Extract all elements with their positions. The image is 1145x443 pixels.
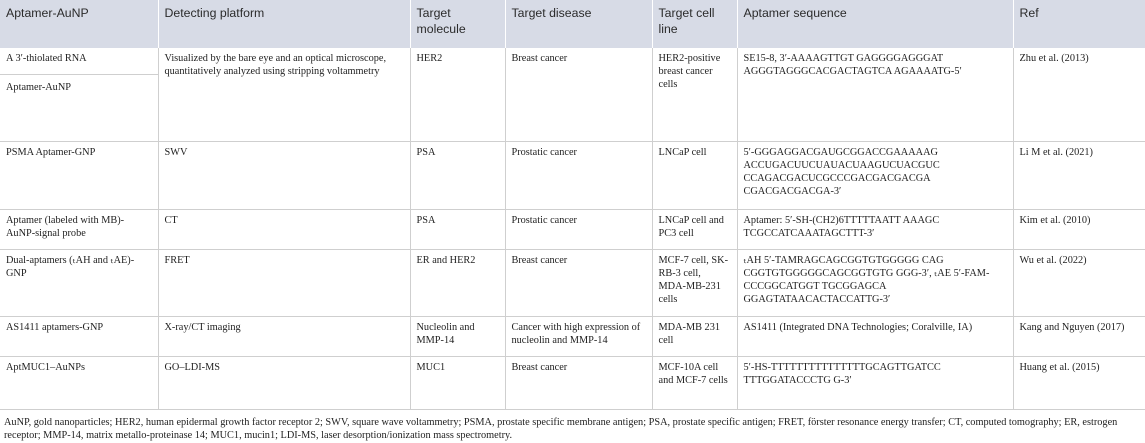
cell-cell-line: MCF-10A cell and MCF-7 cells	[652, 356, 737, 409]
header-target-cell-line: Target cell line	[652, 0, 737, 48]
cell-ref: Huang et al. (2015)	[1013, 356, 1145, 409]
cell-ref: Zhu et al. (2013)	[1013, 48, 1145, 141]
table-row	[0, 249, 1145, 316]
cell-platform: SWV	[158, 141, 410, 209]
cell-disease: Prostatic cancer	[505, 209, 652, 249]
cell-cell-line: LNCaP cell	[652, 141, 737, 209]
cell-platform: GO–LDI-MS	[158, 356, 410, 409]
header-target-molecule: Target molecule	[410, 0, 505, 48]
header-target-disease: Target disease	[505, 0, 652, 48]
cell-aptamer: AS1411 aptamers-GNP	[0, 316, 158, 356]
cell-sequence: ₜAH 5′-TAMRAGCAGCGGTGTGGGGG CAG CGGTGTGGGGGCAGCGGTGTG GGG-3′, ₜAE 5′-FAM-CCCGGCATGGT TGCGGAGCA GGAGTATAACACTACCATTG-3′	[737, 249, 1013, 316]
cell-aptamer: Aptamer (labeled with MB)-AuNP-signal probe	[0, 209, 158, 249]
cell-aptamer	[0, 48, 158, 141]
cell-platform: Visualized by the bare eye and an optical microscope, quantitatively analyzed using stripping voltammetry	[158, 48, 410, 141]
table-row	[0, 356, 1145, 409]
cell-cell-line: MDA-MB 231 cell	[652, 316, 737, 356]
cell-ref: Kang and Nguyen (2017)	[1013, 316, 1145, 356]
cell-molecule: ER and HER2	[410, 249, 505, 316]
table-row	[0, 48, 1145, 141]
cell-molecule: Nucleolin and MMP-14	[410, 316, 505, 356]
cell-molecule: HER2	[410, 48, 505, 141]
cell-disease: Breast cancer	[505, 249, 652, 316]
table-header-row	[0, 0, 1145, 48]
header-detecting-platform: Detecting platform	[158, 0, 410, 48]
header-aptamer-auNP: Aptamer-AuNP	[0, 0, 158, 48]
cell-aptamer: PSMA Aptamer-GNP	[0, 141, 158, 209]
cell-sequence: SE15-8, 3′-AAAAGTTGT GAGGGGAGGGAT AGGGTAGGGCACGACTAGTCA AGAAAATG-5′	[737, 48, 1013, 141]
cell-cell-line: HER2-positive breast cancer cells	[652, 48, 737, 141]
cell-platform: FRET	[158, 249, 410, 316]
cell-ref: Wu et al. (2022)	[1013, 249, 1145, 316]
cell-disease: Breast cancer	[505, 48, 652, 141]
cell-disease: Breast cancer	[505, 356, 652, 409]
cell-aptamer-part-2: Aptamer-AuNP	[0, 74, 158, 94]
cell-cell-line: MCF-7 cell, SK-RB-3 cell, MDA-MB-231 cells	[652, 249, 737, 316]
header-ref: Ref	[1013, 0, 1145, 48]
cell-molecule: PSA	[410, 209, 505, 249]
cell-platform: X-ray/CT imaging	[158, 316, 410, 356]
cell-disease: Cancer with high expression of nucleolin and MMP-14	[505, 316, 652, 356]
cell-molecule: PSA	[410, 141, 505, 209]
table-footnote: AuNP, gold nanoparticles; HER2, human epidermal growth factor receptor 2; SWV, square wave voltammetry; PSMA, prostate specific membrane antigen; PSA, prostate specific antigen; FRET, förster resonance energy transfer; CT, computed tomography; ER, estrogen receptor; MMP-14, matrix metallo-proteinase 14; MUC1, mucin1; LDI-MS, laser desorption/ionization mass spectrometry.	[4, 416, 1118, 441]
cell-ref: Li M et al. (2021)	[1013, 141, 1145, 209]
cell-sequence: AS1411 (Integrated DNA Technologies; Coralville, IA)	[737, 316, 1013, 356]
cell-cell-line: LNCaP cell and PC3 cell	[652, 209, 737, 249]
table-row	[0, 316, 1145, 356]
table-row	[0, 209, 1145, 249]
cell-ref: Kim et al. (2010)	[1013, 209, 1145, 249]
cell-aptamer: Dual-aptamers (ₜAH and ₜAE)-GNP	[0, 249, 158, 316]
cell-molecule: MUC1	[410, 356, 505, 409]
cell-sequence: 5′-HS-TTTTTTTTTTTTTTTGCAGTTGATCC TTTGGATACCCTG G-3′	[737, 356, 1013, 409]
cell-disease: Prostatic cancer	[505, 141, 652, 209]
cell-sequence: 5′-GGGAGGACGAUGCGGACCGAAAAAG ACCUGACUUCUAUACUAAGUCUACGUC CCAGACGACUCGCCCGACGACGACGA CGACGACGACGA-3′	[737, 141, 1013, 209]
header-aptamer-sequence: Aptamer sequence	[737, 0, 1013, 48]
cell-sequence: Aptamer: 5′-SH-(CH2)6TTTTTAATT AAAGC TCGCCATCAAATAGCTTT-3′	[737, 209, 1013, 249]
cell-aptamer: AptMUC1–AuNPs	[0, 356, 158, 409]
table-row	[0, 141, 1145, 209]
cell-aptamer-part-1: A 3′-thiolated RNA	[6, 53, 87, 64]
cell-platform: CT	[158, 209, 410, 249]
